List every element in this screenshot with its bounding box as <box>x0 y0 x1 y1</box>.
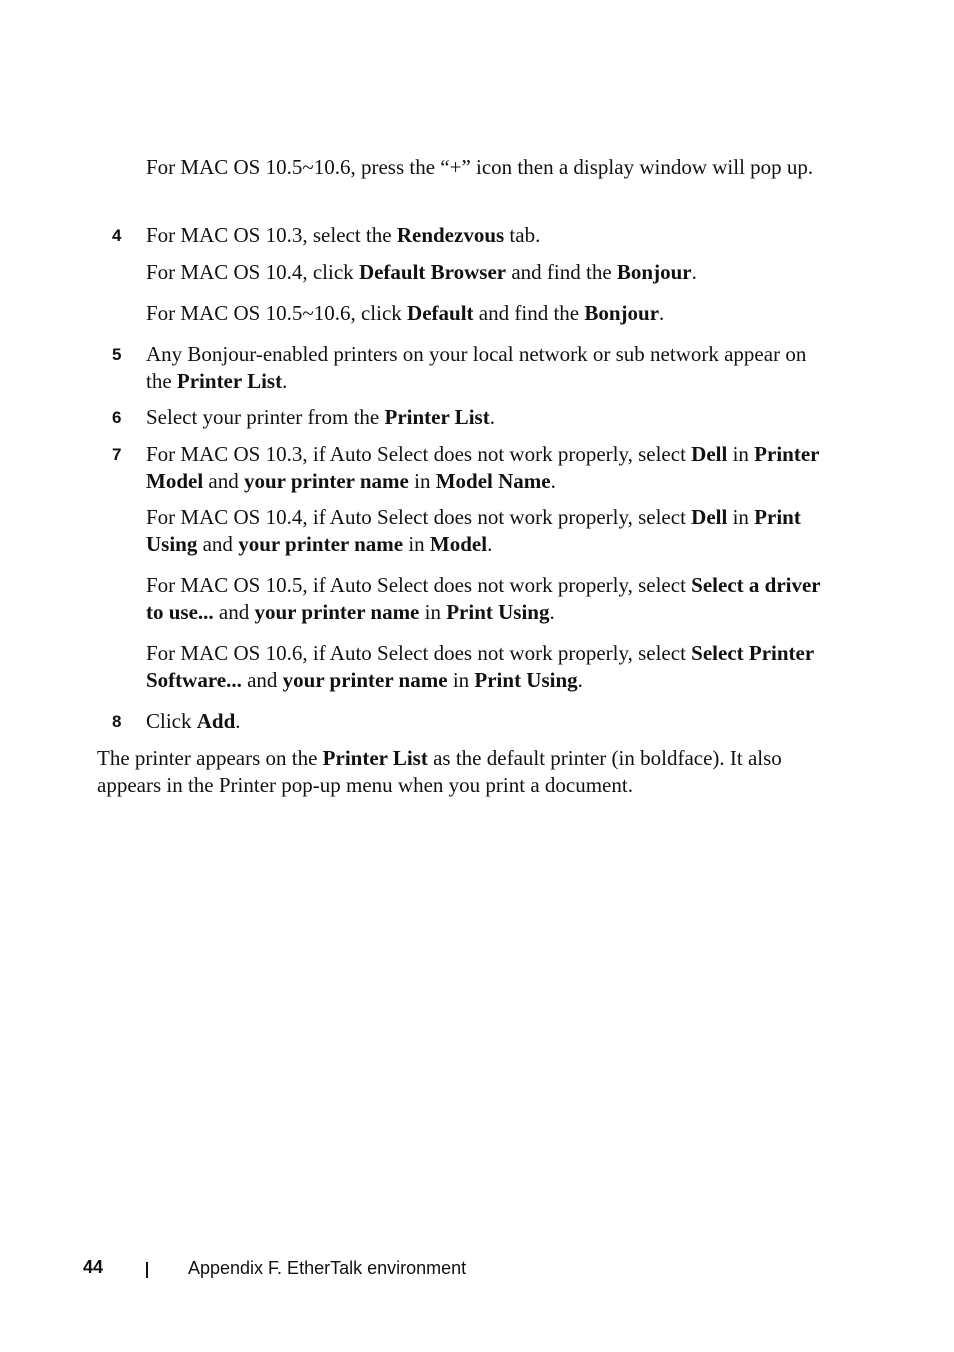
text-run: . <box>235 709 241 733</box>
ui-term: your printer name <box>282 668 448 692</box>
ui-term: Print Using <box>146 505 801 556</box>
text-run: and find the <box>506 260 617 284</box>
text-run: . <box>549 600 555 624</box>
ui-term: Select a driver to use... <box>146 573 821 624</box>
ui-term: Rendezvous <box>396 223 505 247</box>
step-paragraph <box>146 404 836 431</box>
paragraph <box>146 300 836 327</box>
ui-term: Select Printer Software... <box>146 641 814 692</box>
ui-term: your printer name <box>254 600 420 624</box>
ui-term: Default Browser <box>358 260 507 284</box>
paragraph <box>146 504 836 558</box>
ui-term: Bonjour <box>616 260 692 284</box>
page-number: 44 <box>83 1257 104 1277</box>
text-run: in <box>727 505 755 529</box>
text-run: For MAC OS 10.6, if Auto Select does not work properly, select <box>146 641 692 665</box>
text-run: Select your printer from the <box>146 405 385 429</box>
ui-term: your printer name <box>238 532 404 556</box>
step-number: 7 <box>112 445 122 464</box>
ui-term: Model Name <box>435 469 551 493</box>
ui-term: Printer List <box>176 369 283 393</box>
ui-term: Printer List <box>384 405 490 429</box>
ui-term: Dell <box>691 442 728 466</box>
text-run: For MAC OS 10.4, if Auto Select does not work properly, select <box>146 505 692 529</box>
paragraph <box>146 259 836 286</box>
paragraph <box>146 154 836 181</box>
text-run: For MAC OS 10.3, select the <box>146 223 397 247</box>
text-run: and <box>203 469 244 493</box>
text-run: For MAC OS 10.5, if Auto Select does not work properly, select <box>146 573 692 597</box>
ui-term: Model <box>429 532 488 556</box>
text-run: . <box>487 532 493 556</box>
step-number: 4 <box>112 226 122 245</box>
step-paragraph <box>146 441 836 495</box>
step-paragraph <box>146 341 836 395</box>
text-run: and <box>197 532 239 556</box>
text-run: Click <box>146 709 197 733</box>
step-number: 5 <box>112 345 122 364</box>
text-run: . <box>691 260 697 284</box>
ui-term: Printer Model <box>146 442 820 493</box>
text-run: in <box>419 600 447 624</box>
ui-term: Printer List <box>322 746 428 770</box>
text-run: and find the <box>473 301 585 325</box>
text-run: For MAC OS 10.4, click <box>146 260 359 284</box>
text-run: The printer appears on the <box>97 746 323 770</box>
step-number: 8 <box>112 712 122 731</box>
text-run: tab. <box>504 223 541 247</box>
step-paragraph <box>146 222 836 249</box>
paragraph <box>97 745 837 799</box>
text-run: For MAC OS 10.5~10.6, click <box>146 301 408 325</box>
text-run: . <box>577 668 583 692</box>
footer-divider <box>146 1262 148 1278</box>
text-run: as the default printer (in boldface). It also appears in the Printer pop-up menu when you print a document. <box>97 746 782 797</box>
paragraph <box>146 572 836 626</box>
ui-term: your printer name <box>243 469 409 493</box>
step-number: 6 <box>112 408 122 427</box>
text-run: For MAC OS 10.5~10.6, press the “+” icon then a display window will pop up. <box>146 155 814 179</box>
step-paragraph <box>146 708 836 735</box>
footer-section-title: Appendix F. EtherTalk environment <box>188 1258 467 1278</box>
text-run: in <box>408 469 436 493</box>
text-run: Any Bonjour-enabled printers on your local network or sub network appear on the <box>146 342 807 393</box>
text-run: in <box>727 442 755 466</box>
text-run: in <box>447 668 475 692</box>
ui-term: Dell <box>691 505 728 529</box>
ui-term: Bonjour <box>584 301 660 325</box>
text-run: in <box>403 532 430 556</box>
ui-term: Default <box>407 301 474 325</box>
ui-term: Print Using <box>446 600 550 624</box>
text-run: . <box>659 301 665 325</box>
text-run: . <box>489 405 495 429</box>
text-run: . <box>282 369 288 393</box>
text-run: and <box>241 668 283 692</box>
paragraph <box>146 640 836 694</box>
text-run: and <box>213 600 255 624</box>
ui-term: Print Using <box>474 668 578 692</box>
text-run: For MAC OS 10.3, if Auto Select does not work properly, select <box>146 442 692 466</box>
ui-term: Add <box>196 709 236 733</box>
text-run: . <box>550 469 556 493</box>
